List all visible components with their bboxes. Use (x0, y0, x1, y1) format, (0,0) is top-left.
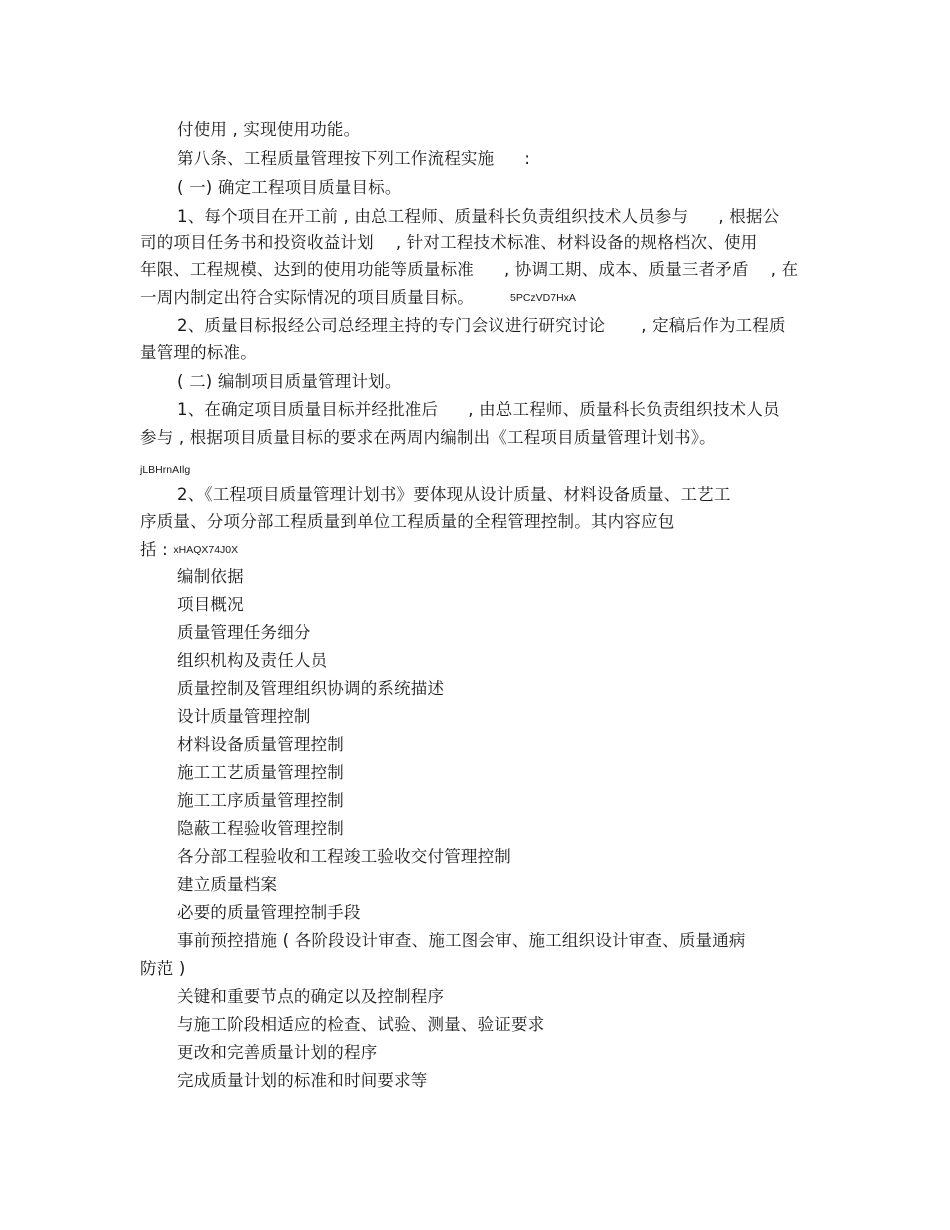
list-item: 项目概况 (177, 595, 244, 614)
list-item: 质量管理任务细分 (177, 623, 311, 642)
list-item: 材料设备质量管理控制 (177, 735, 344, 754)
text-span: 1、每个项目在开工前 , 由总工程师、质量科长负责组织技术人员参与 (177, 207, 689, 226)
watermark-code: jLBHrnAIlg (140, 464, 191, 476)
text-span: 2、质量目标报经公司总经理主持的专门会议进行研究讨论 (177, 316, 606, 335)
text-span: 第八条、工程质量管理按下列工作流程实施 (177, 149, 495, 168)
list-item: 事前预控措施 ( 各阶段设计审查、施工图会审、施工组织设计审查、质量通病 (177, 931, 746, 950)
paragraph-line (140, 233, 757, 253)
text-span: , 协调工期、成本、质量三者矛盾 (504, 260, 749, 279)
list-item: 各分部工程验收和工程竣工验收交付管理控制 (177, 847, 511, 866)
article-8-heading (177, 149, 530, 169)
text-span: 括 : (140, 540, 168, 559)
watermark-code: 5PCzVD7HxA (510, 292, 576, 304)
section-heading: ( 二) 编制项目质量管理计划。 (177, 372, 402, 391)
text-span: 1、在确定项目质量目标并经批准后 (177, 400, 439, 419)
text-span: : (524, 149, 531, 168)
text-line: 付使用 , 实现使用功能。 (177, 120, 361, 139)
text-span: , 由总工程师、质量科长负责组织技术人员 (468, 400, 780, 419)
paragraph-line (140, 260, 798, 280)
paragraph-line: 量管理的标准。 (140, 343, 257, 362)
list-item: 施工工艺质量管理控制 (177, 763, 344, 782)
list-item: 更改和完善质量计划的程序 (177, 1043, 378, 1062)
paragraph-line: 2、《工程项目质量管理计划书》要体现从设计质量、材料设备质量、工艺工 (177, 485, 731, 504)
text-span: , 在 (770, 260, 799, 279)
list-item: 施工工序质量管理控制 (177, 791, 344, 810)
text-span: 司的项目任务书和投资收益计划 (140, 233, 374, 252)
list-item: 隐蔽工程验收管理控制 (177, 819, 344, 838)
paragraph-line (177, 207, 779, 227)
text-span: 年限、工程规模、达到的使用功能等质量标准 (140, 260, 474, 279)
text-span: , 针对工程技术标准、材料设备的规格档次、使用 (395, 233, 758, 252)
list-item: 完成质量计划的标准和时间要求等 (177, 1071, 428, 1090)
list-item: 组织机构及责任人员 (177, 651, 328, 670)
section-heading: ( 一) 确定工程项目质量目标。 (177, 178, 402, 197)
list-item: 质量控制及管理组织协调的系统描述 (177, 679, 445, 698)
list-item-continuation: 防范 ) (140, 959, 186, 978)
paragraph-line (177, 316, 786, 336)
list-item: 与施工阶段相适应的检查、试验、测量、验证要求 (177, 1015, 545, 1034)
list-item: 编制依据 (177, 567, 244, 586)
paragraph-line: 序质量、分项分部工程质量到单位工程质量的全程管理控制。其内容应包 (140, 512, 675, 531)
paragraph-line (177, 400, 780, 420)
list-item: 必要的质量管理控制手段 (177, 903, 361, 922)
text-span: 一周内制定出符合实际情况的项目质量目标。 (140, 288, 474, 307)
paragraph-line (140, 540, 238, 560)
list-item: 关键和重要节点的确定以及控制程序 (177, 987, 445, 1006)
text-span: , 根据公 (718, 207, 780, 226)
list-item: 建立质量档案 (177, 875, 278, 894)
text-span: , 定稿后作为工程质 (641, 316, 786, 335)
paragraph-line: 参与 , 根据项目质量目标的要求在两周内编制出《工程项目质量管理计划书》。 (140, 428, 716, 447)
watermark-code: xHAQX74J0X (173, 544, 239, 556)
list-item: 设计质量管理控制 (177, 707, 311, 726)
paragraph-line (140, 288, 576, 308)
